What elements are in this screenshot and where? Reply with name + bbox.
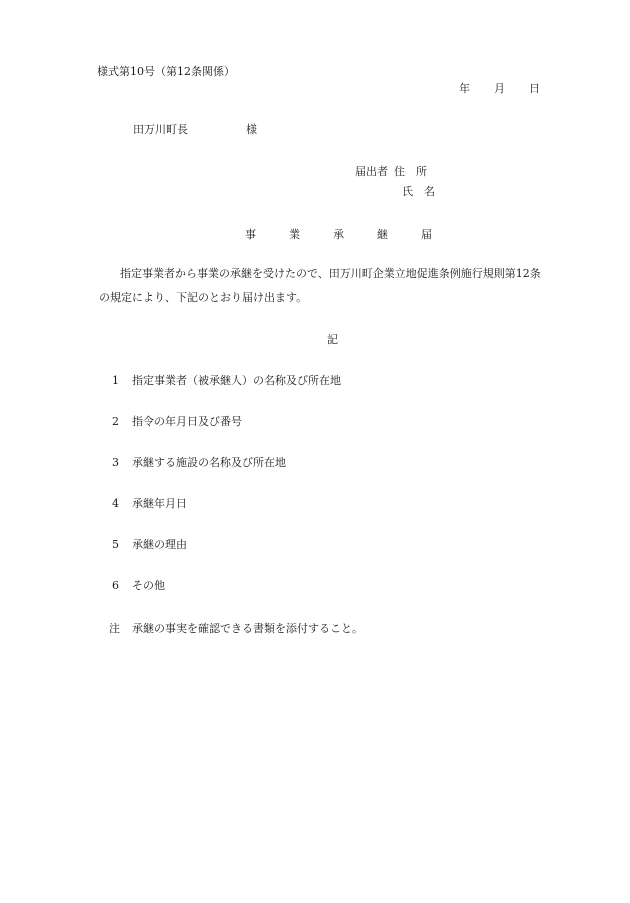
list-item <box>112 579 165 592</box>
notifier-label: 届出者 <box>355 165 388 178</box>
list-item <box>112 497 187 510</box>
item-text: 承継の理由 <box>132 538 187 551</box>
item-text: 承継する施設の名称及び所在地 <box>132 456 286 469</box>
note-text: 承継の事実を確認できる書類を添付すること。 <box>132 622 363 635</box>
list-item <box>112 415 242 428</box>
list-item <box>112 538 187 551</box>
item-number: 4 <box>112 497 119 510</box>
item-number: 5 <box>112 538 119 551</box>
notifier-name-label: 氏 名 <box>402 185 435 198</box>
addressee <box>133 123 257 136</box>
item-number: 6 <box>112 579 119 592</box>
list-item <box>112 374 341 387</box>
item-text: 指令の年月日及び番号 <box>132 415 242 428</box>
item-number: 3 <box>112 456 119 469</box>
date-line <box>459 82 540 95</box>
ki-heading: 記 <box>327 333 338 346</box>
notifier-name-row <box>402 185 435 198</box>
document-title <box>245 228 432 241</box>
list-item <box>112 456 286 469</box>
item-text: 指定事業者（被承継人）の名称及び所在地 <box>132 374 341 387</box>
date-month: 月 <box>494 82 505 95</box>
item-number: 2 <box>112 415 119 428</box>
date-day: 日 <box>529 82 540 95</box>
note-label: 注 <box>109 622 120 635</box>
item-text: その他 <box>132 579 165 592</box>
note <box>109 622 363 635</box>
title-char: 承 <box>333 228 344 241</box>
body-text-line1: 指定事業者から事業の承継を受けたので、田万川町企業立地促進条例施行規則第12条 <box>120 267 541 280</box>
title-char: 業 <box>289 228 300 241</box>
item-text: 承継年月日 <box>132 497 187 510</box>
notifier-address-label: 住 所 <box>394 165 427 178</box>
date-year: 年 <box>459 82 470 95</box>
addressee-name: 田万川町長 <box>133 123 188 136</box>
notifier-address-row <box>355 165 427 178</box>
title-char: 届 <box>421 228 432 241</box>
body-text-line2: の規定により、下記のとおり届け出ます。 <box>99 291 308 304</box>
addressee-honorific: 様 <box>246 123 257 136</box>
title-char: 継 <box>377 228 388 241</box>
title-char: 事 <box>245 228 256 241</box>
item-number: 1 <box>112 374 119 387</box>
form-number: 様式第10号（第12条関係） <box>97 65 235 78</box>
